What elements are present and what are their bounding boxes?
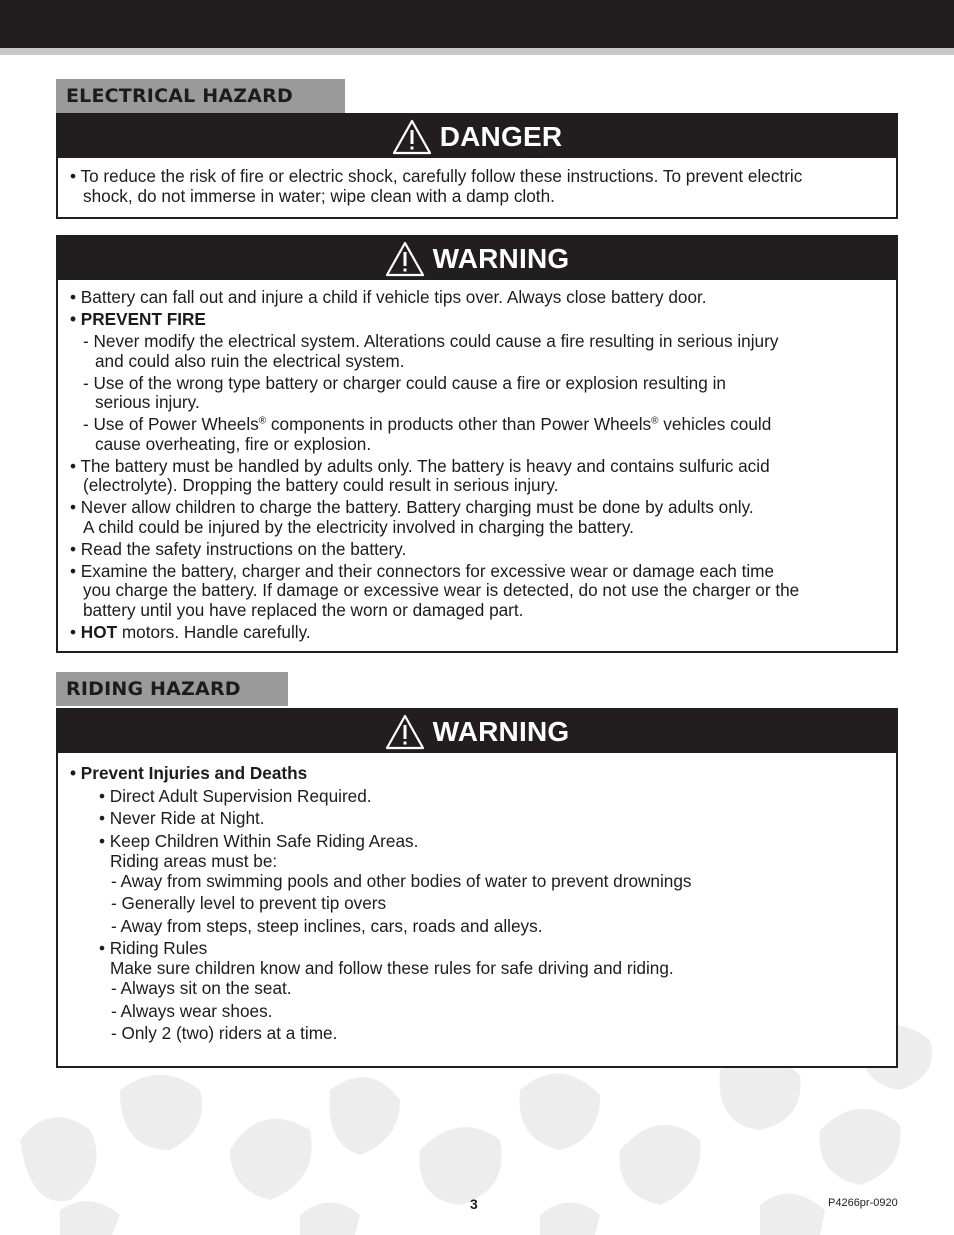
warning-text: motors. Handle carefully. xyxy=(117,621,311,642)
warning-line: you charge the battery. If damage or excessive wear is detected, do not use the charger or the xyxy=(83,580,800,600)
riding-line: - Away from swimming pools and other bodies of water to prevent drownings xyxy=(111,870,692,891)
warning-line xyxy=(70,415,884,435)
warning-line: and could also ruin the electrical system. xyxy=(95,350,405,371)
electrical-warning-header xyxy=(58,237,896,280)
riding-warning-title: WARNING xyxy=(432,715,570,747)
warning-line: A child could be injured by the electricity involved in charging the battery. xyxy=(83,516,634,537)
warning-line xyxy=(70,623,884,643)
danger-title: DANGER xyxy=(439,120,563,152)
warning-line: • Read the safety instructions on the battery. xyxy=(70,538,407,559)
riding-line: • Direct Adult Supervision Required. xyxy=(99,785,372,806)
riding-line: - Always wear shoes. xyxy=(111,1000,273,1021)
electrical-warning-title: WARNING xyxy=(432,242,570,274)
riding-warning-box xyxy=(56,708,898,1068)
warning-triangle-icon xyxy=(385,714,425,750)
danger-line: • To reduce the risk of fire or electric shock, carefully follow these instructions. To prevent electric xyxy=(70,166,803,186)
header-divider xyxy=(0,48,954,55)
warning-line: (electrolyte). Dropping the battery could result in serious injury. xyxy=(83,475,559,495)
riding-warning-body xyxy=(58,753,896,1043)
riding-line: - Generally level to prevent tip overs xyxy=(111,893,387,913)
riding-line: - Away from steps, steep inclines, cars, roads and alleys. xyxy=(111,915,543,936)
danger-box xyxy=(56,113,898,219)
riding-line: Make sure children know and follow these rules for safe driving and riding. xyxy=(110,958,674,978)
warning-text: components in products other than Power Wheels xyxy=(266,414,652,434)
warning-line: • Examine the battery, charger and their connectors for excessive wear or damage each time xyxy=(70,560,775,581)
danger-line: shock, do not immerse in water; wipe clean with a damp cloth. xyxy=(83,185,555,206)
warning-triangle-icon xyxy=(385,241,425,277)
registered-mark: ® xyxy=(258,415,267,427)
warning-line: cause overheating, fire or explosion. xyxy=(95,433,372,454)
riding-line: • Keep Children Within Safe Riding Areas. xyxy=(99,830,419,851)
warning-text: - Use of Power Wheels xyxy=(83,414,259,434)
warning-line: - Use of the wrong type battery or charger could cause a fire or explosion resulting in xyxy=(83,372,726,393)
riding-line: - Only 2 (two) riders at a time. xyxy=(111,1023,338,1043)
electrical-warning-box xyxy=(56,235,898,653)
riding-line: Riding areas must be: xyxy=(110,850,278,871)
electrical-hazard-tab: ELECTRICAL HAZARD xyxy=(56,79,345,113)
warning-text: vehicles could xyxy=(658,414,772,434)
warning-line: serious injury. xyxy=(95,392,200,412)
warning-triangle-icon xyxy=(392,119,432,155)
riding-line: • Never Ride at Night. xyxy=(99,808,265,828)
electrical-warning-body xyxy=(58,280,896,642)
hot-label: HOT xyxy=(80,621,118,642)
warning-text: • xyxy=(70,621,81,642)
riding-line: • Prevent Injuries and Deaths xyxy=(70,763,308,783)
warning-line: • Never allow children to charge the battery. Battery charging must be done by adults only. xyxy=(70,497,754,517)
document-code: P4266pr-0920 xyxy=(828,1197,898,1209)
warning-line: • The battery must be handled by adults only. The battery is heavy and contains sulfuric acid xyxy=(70,455,770,476)
registered-mark: ® xyxy=(651,415,659,427)
header-bar xyxy=(0,0,954,48)
riding-line: - Always sit on the seat. xyxy=(111,978,292,998)
danger-body xyxy=(58,158,896,206)
riding-line: • Riding Rules xyxy=(99,938,208,958)
warning-line: - Never modify the electrical system. Alterations could cause a fire resulting in serious injury xyxy=(83,331,779,351)
danger-header xyxy=(58,115,896,158)
warning-line: • Battery can fall out and injure a child if vehicle tips over. Always close battery door. xyxy=(70,287,707,307)
page-number: 3 xyxy=(470,1196,478,1212)
riding-warning-header xyxy=(58,710,896,753)
warning-line: battery until you have replaced the worn or damaged part. xyxy=(83,599,524,620)
riding-hazard-tab: RIDING HAZARD xyxy=(56,672,288,706)
warning-line: • PREVENT FIRE xyxy=(70,309,206,329)
